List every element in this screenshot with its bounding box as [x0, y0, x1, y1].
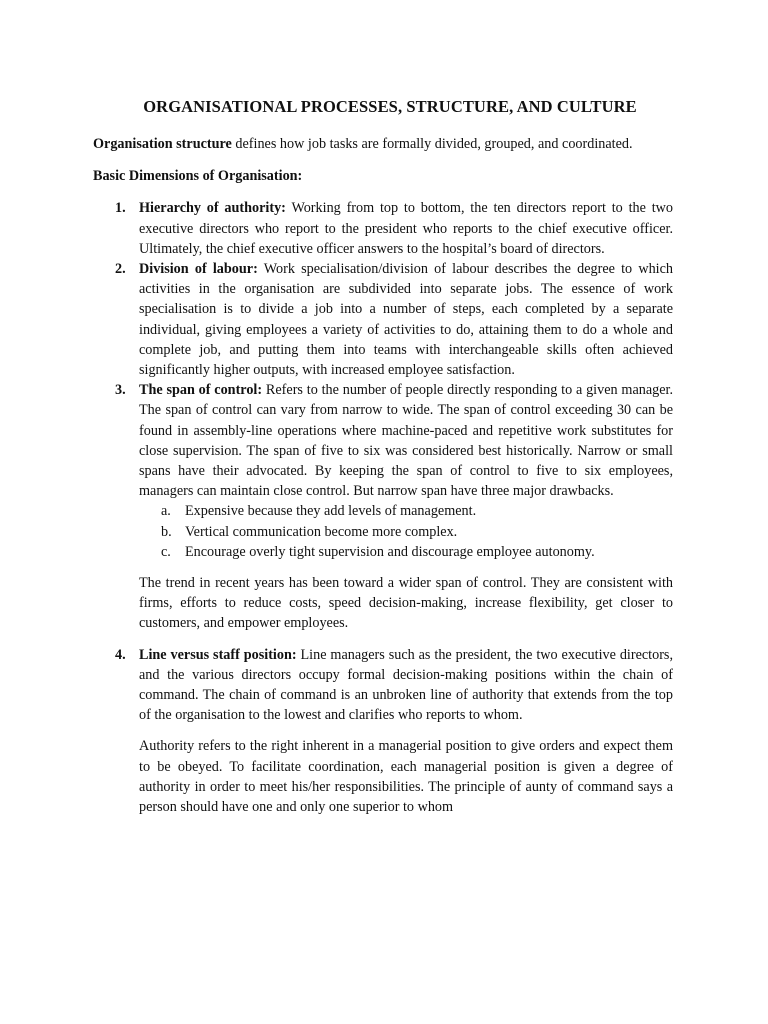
- item-term: Division of labour:: [139, 261, 258, 278]
- intro-paragraph: [93, 134, 673, 154]
- list-item-line-vs-staff: [93, 645, 673, 818]
- list-item-division-of-labour: [93, 259, 673, 380]
- drawbacks-list: [139, 501, 673, 562]
- sub-item-letter: b.: [161, 523, 172, 540]
- span-trend-paragraph: The trend in recent years has been toward a wider span of control. They are consistent with firms, efforts to reduce costs, speed decision-making, increase flexibility, get closer to customers, and empower employees.: [139, 575, 673, 632]
- document-page: [93, 96, 673, 817]
- sub-item-letter: c.: [161, 543, 171, 560]
- sub-item-text: Encourage overly tight supervision and discourage employee autonomy.: [185, 543, 595, 560]
- authority-paragraph: Authority refers to the right inherent in a managerial position to give orders and expect them to be obeyed. To facilitate coordination, each managerial position is given a degree of authority in order to meet his/her responsibilities. The principle of aunty of command says a person should have one and only one superior to whom: [139, 738, 673, 816]
- dimensions-list: [93, 198, 673, 817]
- item-text: Working from top to bottom, the ten directors report to the two executive directors who report to the president who reports to the chief executive officer. Ultimately, the chief executive officer answers to the hospital’s board of directors.: [139, 200, 673, 257]
- sub-item-letter: a.: [161, 503, 171, 520]
- section-subheading: Basic Dimensions of Organisation:: [93, 168, 303, 185]
- item-term: Hierarchy of authority:: [139, 200, 286, 217]
- item-term: The span of control:: [139, 382, 263, 399]
- sub-item: [139, 522, 673, 542]
- item-number: 1.: [115, 200, 126, 217]
- item-text: Refers to the number of people directly responding to a given manager. The span of control can vary from narrow to wide. The span of control exceeding 30 can be found in assembly-line operations where machine-paced and repetitive work substitutes for close supervision. The span of five to six was considered best historically. Narrow or small spans have their advocated. By keeping the span of control to five to six employees, managers can maintain close control. But narrow span have three major drawbacks.: [139, 382, 674, 500]
- list-item-hierarchy: [93, 198, 673, 259]
- sub-item-text: Expensive because they add levels of management.: [185, 503, 477, 520]
- intro-text: defines how job tasks are formally divided, grouped, and coordinated.: [231, 136, 633, 152]
- item-text: Work specialisation/division of labour describes the degree to which activities in the organisation are subdivided into separate jobs. The essence of work specialisation is to divide a job into a number of steps, each completed by a separate individual, giving employees a variety of activities to do, attaining them to do a whole and complete job, and putting them into teams with interchangeable skills often achieved significantly higher outputs, with increased employee satisfaction.: [139, 261, 673, 379]
- item-text: Line managers such as the president, the two executive directors, and the various directors occupy formal decision-making positions within the chain of command. The chain of command is an unbroken line of authority that extends from the top of the organisation to the lowest and clarifies who reports to whom.: [139, 646, 674, 724]
- item-number: 4.: [115, 646, 126, 663]
- sub-item: [139, 501, 673, 521]
- item-number: 2.: [115, 261, 126, 278]
- item-term: Line versus staff position:: [139, 646, 297, 663]
- sub-item-text: Vertical communication become more complex.: [185, 523, 458, 540]
- item-number: 3.: [115, 382, 126, 399]
- page-title: ORGANISATIONAL PROCESSES, STRUCTURE, AND CULTURE: [143, 97, 637, 116]
- list-item-span-of-control: [93, 380, 673, 633]
- intro-term: Organisation structure: [93, 136, 232, 152]
- sub-item: [139, 542, 673, 562]
